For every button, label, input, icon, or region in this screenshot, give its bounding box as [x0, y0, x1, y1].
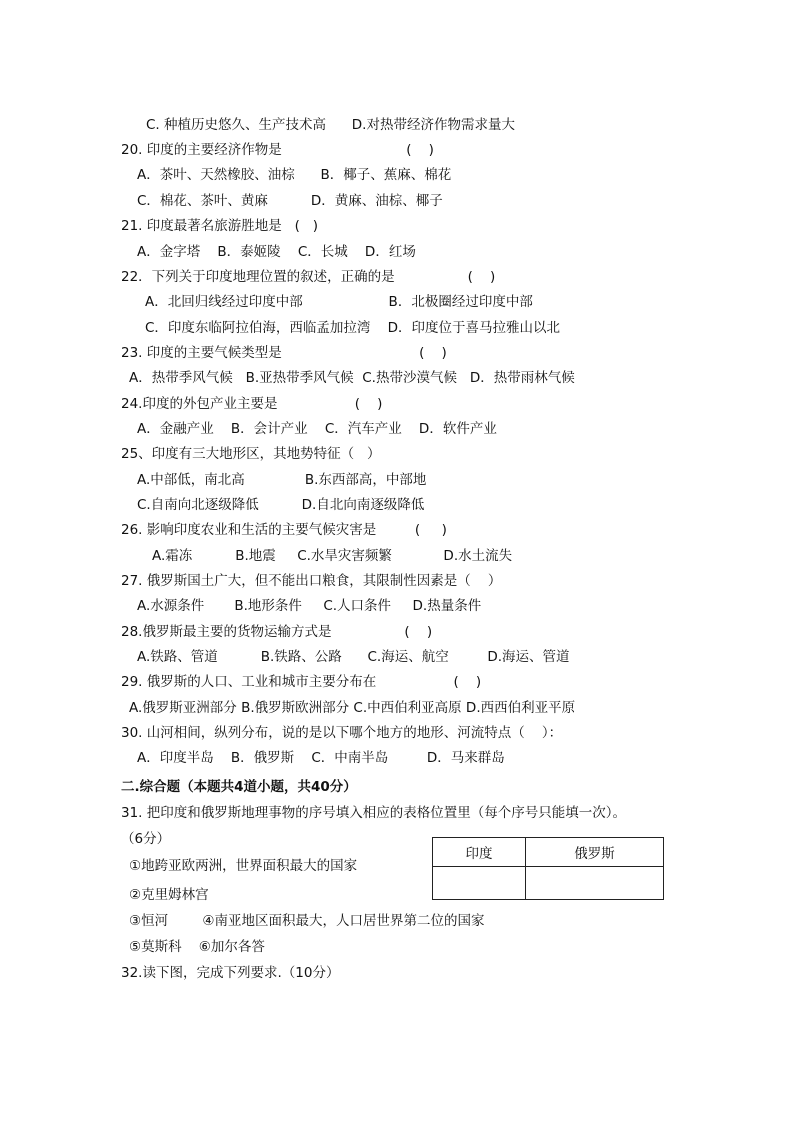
q20-options-ab: A．茶叶、天然橡胶、油棕 B．椰子、蕉麻、棉花 [137, 167, 452, 183]
q23-options: A．热带季风气候 B.亚热带季风气候 C.热带沙漠气候 D．热带雨林气候 [129, 370, 575, 386]
q30-options: A．印度半岛 B．俄罗斯 C．中南半岛 D．马来群岛 [137, 750, 505, 766]
q26-stem: 26. 影响印度农业和生活的主要气候灾害是 ( ) [121, 522, 447, 538]
q31-item-3-4: ③恒河 ④南亚地区面积最大，人口居世界第二位的国家 [129, 913, 485, 929]
answer-table [432, 837, 664, 900]
q21-options: A．金字塔 B．泰姬陵 C．长城 D．红场 [137, 244, 416, 260]
q25-options-cd: C.自南向北逐级降低 D.自北向南逐级降低 [137, 497, 425, 513]
q31-item-2: ②克里姆林宫 [129, 887, 209, 903]
q27-stem: 27. 俄罗斯国土广大，但不能出口粮食，其限制性因素是（ ） [121, 573, 502, 589]
q31-stem: 31. 把印度和俄罗斯地理事物的序号填入相应的表格位置里（每个序号只能填一次）。 [121, 805, 627, 821]
q32-stem: 32.读下图，完成下列要求.（10分） [121, 965, 340, 981]
answer-cell-india[interactable] [433, 867, 526, 900]
q29-stem: 29. 俄罗斯的人口、工业和城市主要分布在 ( ) [121, 674, 482, 690]
q21-stem: 21. 印度最著名旅游胜地是 ( ) [121, 218, 319, 234]
header-russia: 俄罗斯 [526, 838, 664, 867]
q27-options: A.水源条件 B.地形条件 C.人口条件 D.热量条件 [137, 598, 482, 614]
q20-options-cd: C．棉花、茶叶、黄麻 D．黄麻、油棕、椰子 [137, 193, 443, 209]
q30-stem: 30. 山河相间，纵列分布，说的是以下哪个地方的地形、河流特点（ ）： [121, 725, 563, 741]
q28-stem: 28.俄罗斯最主要的货物运输方式是 ( ) [121, 624, 433, 640]
q19-options-cd: C. 种植历史悠久、生产技术高 D.对热带经济作物需求量大 [146, 117, 515, 133]
header-india: 印度 [433, 838, 526, 867]
q20-stem: 20. 印度的主要经济作物是 ( ) [121, 142, 434, 158]
q31-item-1: ①地跨亚欧两洲，世界面积最大的国家 [129, 858, 358, 874]
q22-stem: 22．下列关于印度地理位置的叙述，正确的是 ( ) [121, 269, 496, 285]
q31-score: （6分） [121, 831, 171, 847]
q31-item-5-6: ⑤莫斯科 ⑥加尔各答 [129, 939, 265, 955]
answer-cell-russia[interactable] [526, 867, 664, 900]
q22-options-ab: A．北回归线经过印度中部 B．北极圈经过印度中部 [145, 294, 533, 310]
section-2-heading: 二.综合题（本题共4道小题，共40分） [121, 779, 357, 795]
q24-options: A．金融产业 B．会计产业 C．汽车产业 D．软件产业 [137, 421, 497, 437]
q26-options: A.霜冻 B.地震 C.水旱灾害频繁 D.水土流失 [152, 548, 513, 564]
q25-options-ab: A.中部低，南北高 B.东西部高，中部地 [137, 472, 427, 488]
q23-stem: 23. 印度的主要气候类型是 ( ) [121, 345, 447, 361]
q28-options: A.铁路、管道 B.铁路、公路 C.海运、航空 D.海运、管道 [137, 649, 570, 665]
q25-stem: 25、印度有三大地形区，其地势特征（ ） [121, 446, 381, 462]
q24-stem: 24.印度的外包产业主要是 ( ) [121, 396, 383, 412]
q22-options-cd: C．印度东临阿拉伯海，西临孟加拉湾 D．印度位于喜马拉雅山以北 [145, 320, 560, 336]
q29-options: A.俄罗斯亚洲部分 B.俄罗斯欧洲部分 C.中西伯利亚高原 D.西西伯利亚平原 [129, 700, 576, 716]
